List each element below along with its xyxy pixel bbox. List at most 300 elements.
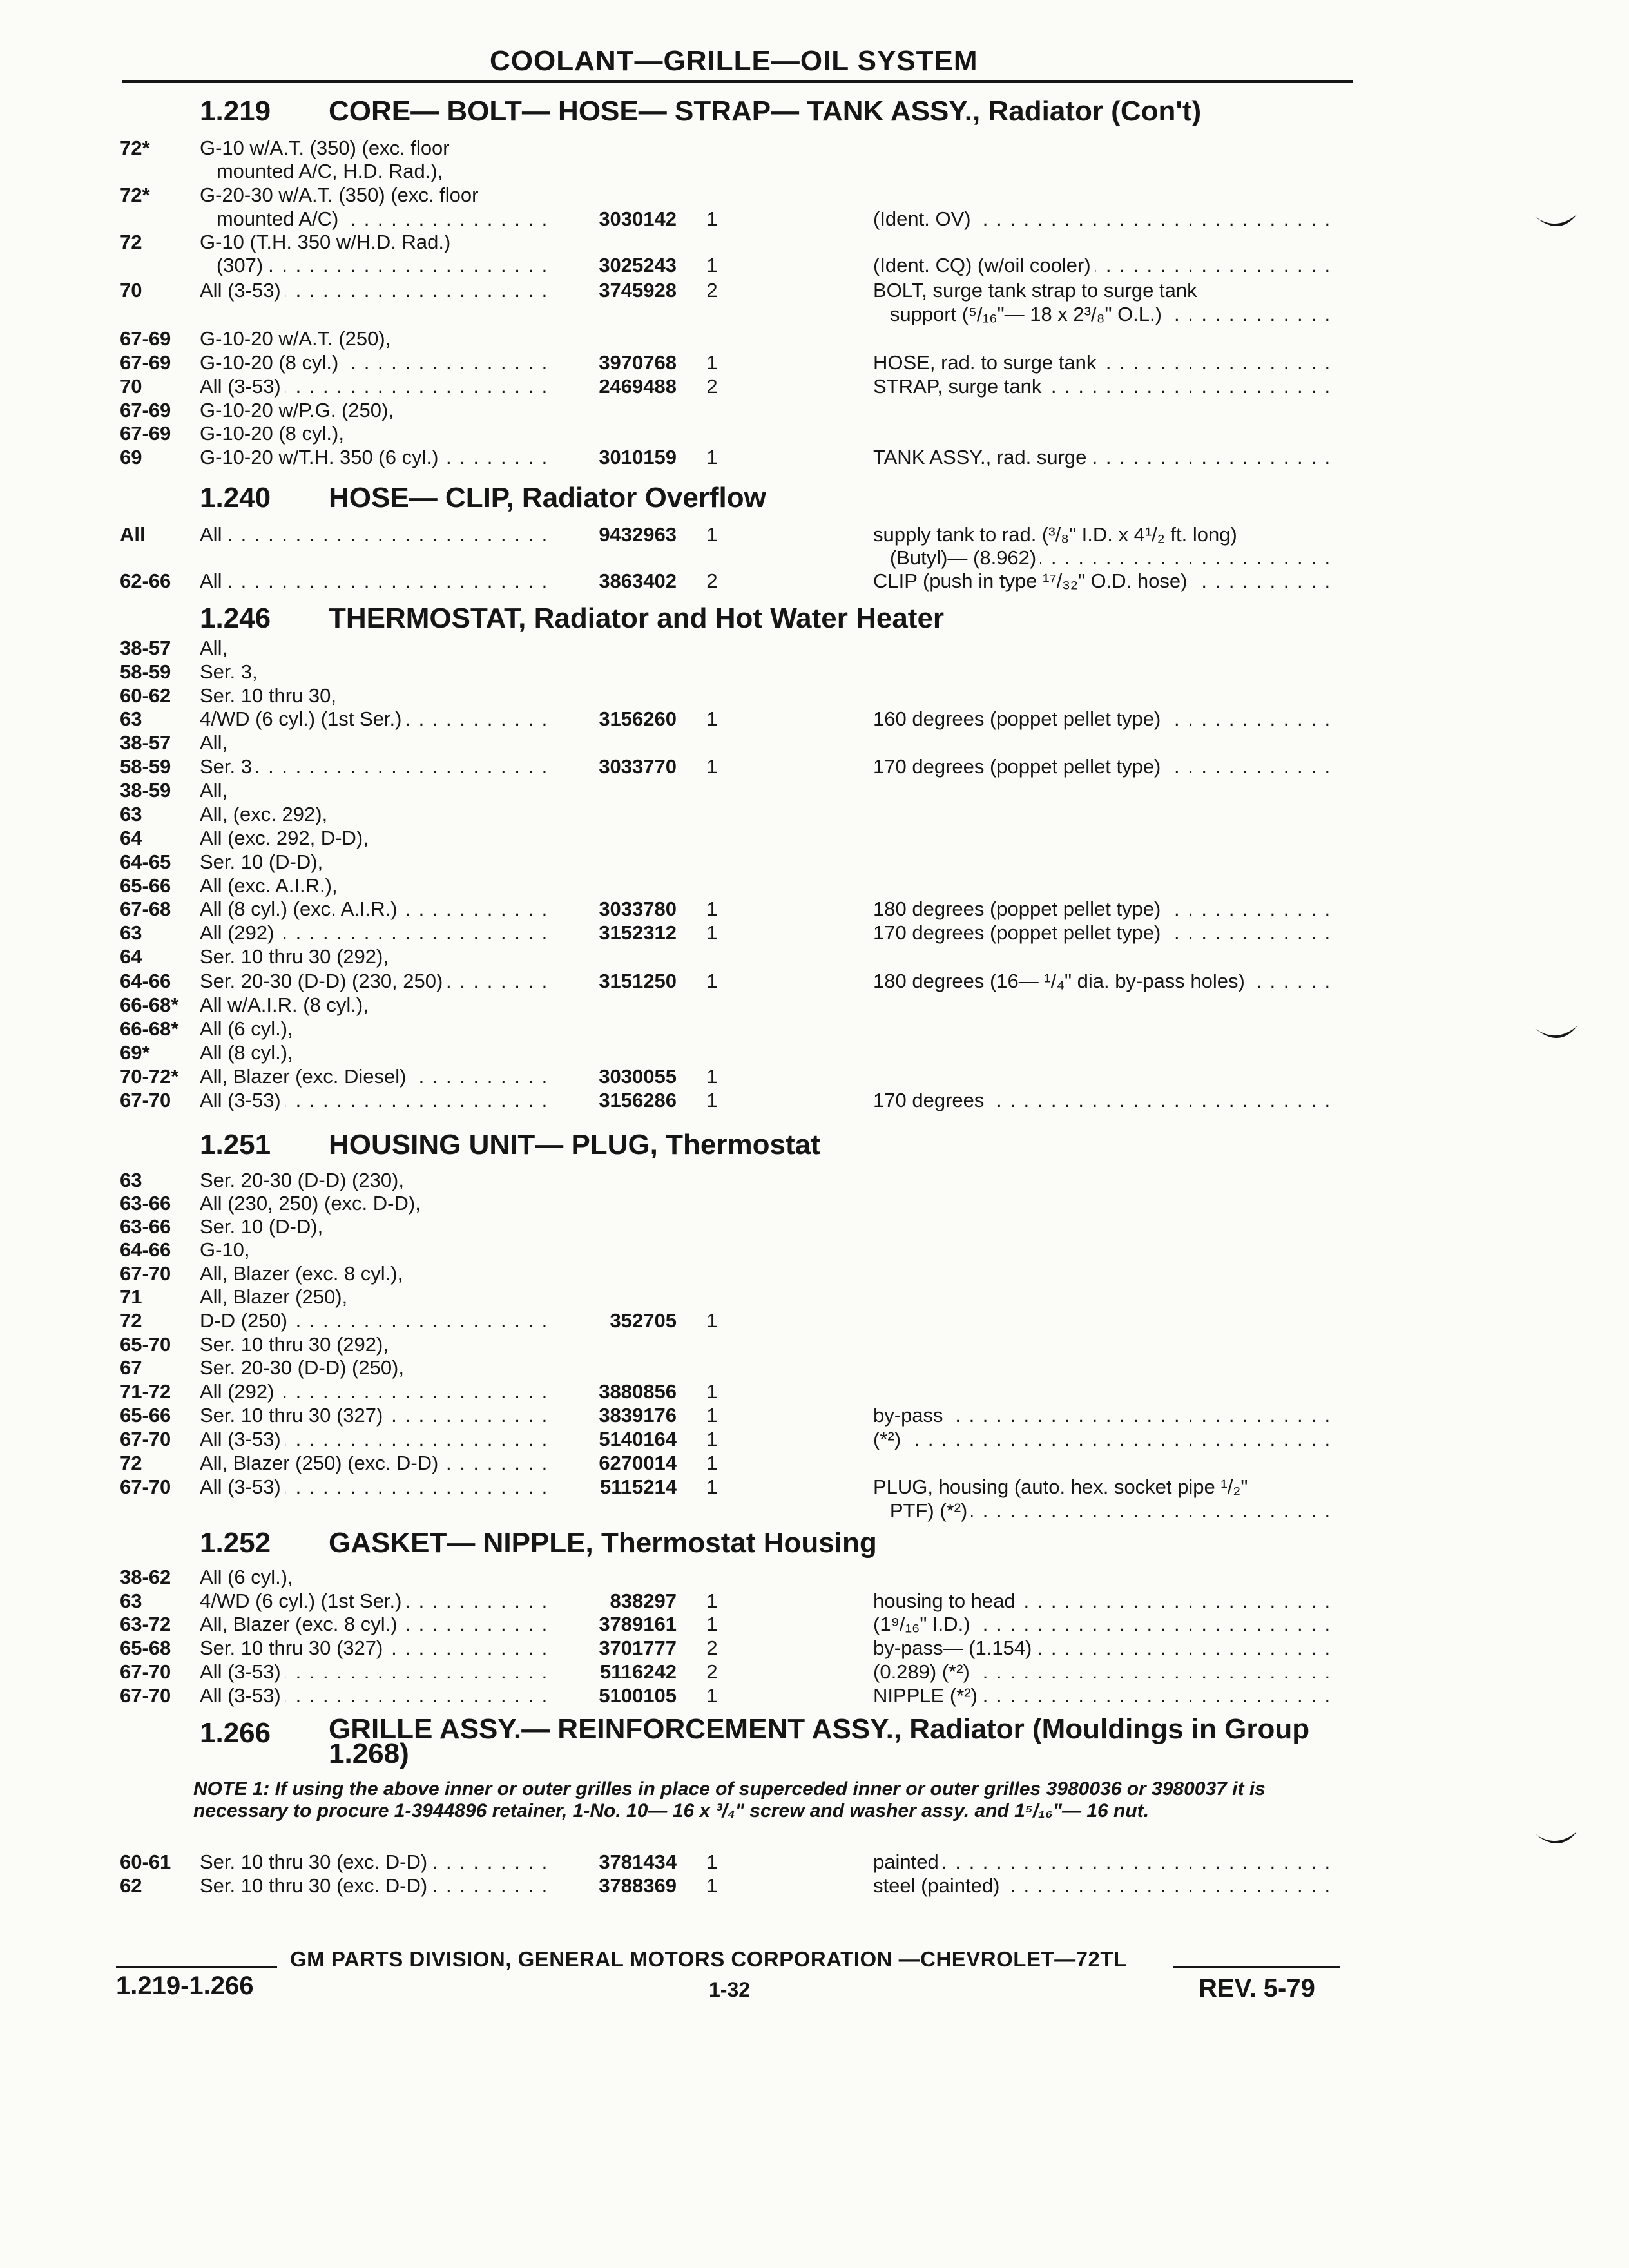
model-year: 38-59 <box>120 779 171 802</box>
section-heading <box>0 95 1629 134</box>
application-text: Ser. 20-30 (D-D) (230, 250) <box>200 970 447 992</box>
model-year: 67-68 <box>120 898 171 920</box>
application-text <box>200 1499 204 1522</box>
description-text: 170 degrees (poppet pellet type) <box>873 921 1164 944</box>
application-text: All (6 cyl.), <box>200 1566 297 1588</box>
description-text: painted <box>873 1850 943 1873</box>
part-number: 352705 <box>610 1309 677 1332</box>
description <box>873 827 1337 850</box>
description-text: support (⁵/₁₆"— 18 x 2³/₈" O.L.) <box>873 303 1166 325</box>
model-year: 71-72 <box>120 1380 171 1403</box>
description-text <box>873 803 877 825</box>
application <box>200 731 548 754</box>
table-row <box>0 1380 1629 1403</box>
model-year: 60-61 <box>120 1850 171 1873</box>
application <box>200 898 548 921</box>
table-row <box>0 945 1629 968</box>
description <box>873 1309 1337 1332</box>
quantity: 1 <box>706 755 718 778</box>
model-year: 72 <box>120 1309 142 1332</box>
description-text <box>873 684 877 707</box>
application <box>200 1874 548 1898</box>
section-title: HOSE— CLIP, Radiator Overflow <box>329 482 766 514</box>
application <box>200 1017 548 1041</box>
description <box>873 945 1337 968</box>
application <box>200 945 548 968</box>
description-text: (Butyl)— (8.962) <box>873 546 1040 569</box>
section-heading <box>0 602 1629 641</box>
quantity: 1 <box>706 1089 718 1111</box>
application <box>200 921 548 945</box>
application-text: All (292) <box>200 1380 278 1403</box>
application <box>200 303 548 326</box>
application-text: Ser. 10 thru 30 (292), <box>200 1333 392 1356</box>
application-text: All (3-53) <box>200 1089 285 1111</box>
section-heading <box>0 1713 1629 1769</box>
application <box>200 1660 548 1684</box>
quantity: 1 <box>706 523 718 546</box>
table-row <box>0 1684 1629 1707</box>
model-year: 63-72 <box>120 1613 171 1635</box>
application-text: All, Blazer (exc. 8 cyl.), <box>200 1262 407 1285</box>
section-title: GRILLE ASSY.— REINFORCEMENT ASSY., Radiator (Mouldings in Group 1.268) <box>329 1713 1310 1769</box>
application <box>200 827 548 850</box>
description-text <box>873 1333 877 1356</box>
application-text: Ser. 10 thru 30, <box>200 684 340 707</box>
quantity: 1 <box>706 1874 718 1897</box>
model-year: All <box>120 523 146 546</box>
quantity: 2 <box>706 375 718 398</box>
application <box>200 755 548 778</box>
application <box>200 160 548 183</box>
model-year: 58-59 <box>120 660 171 683</box>
application-text: G-10-20 w/T.H. 350 (6 cyl.) <box>200 446 442 468</box>
application-text: All (3-53) <box>200 375 285 398</box>
quantity: 2 <box>706 279 718 302</box>
description-text: (1⁹/₁₆" I.D.) <box>873 1613 974 1635</box>
table-row <box>0 1475 1629 1499</box>
table-row <box>0 803 1629 826</box>
application <box>200 850 548 874</box>
description-text: 170 degrees <box>873 1089 988 1111</box>
model-year: 63 <box>120 1590 142 1612</box>
description-text: by-pass— (1.154) <box>873 1637 1036 1659</box>
quantity: 1 <box>706 254 718 276</box>
application-text: All, Blazer (250) (exc. D-D) <box>200 1452 442 1474</box>
quantity: 1 <box>706 1613 718 1635</box>
application-text: Ser. 10 thru 30 (327) <box>200 1637 387 1659</box>
part-number: 3839176 <box>599 1404 677 1427</box>
application-text <box>200 303 204 325</box>
table-row <box>0 1428 1629 1451</box>
application <box>200 1215 548 1238</box>
application <box>200 1356 548 1379</box>
application-text: All, <box>200 731 231 754</box>
description <box>873 399 1337 422</box>
table-row <box>0 660 1629 684</box>
part-number: 3033770 <box>599 755 677 778</box>
application <box>200 1404 548 1427</box>
table-row <box>0 1262 1629 1285</box>
description <box>873 779 1337 802</box>
description-text <box>873 994 877 1016</box>
model-year: 67-69 <box>120 399 171 421</box>
quantity: 2 <box>706 1637 718 1659</box>
table-row <box>0 779 1629 802</box>
part-number: 3151250 <box>599 970 677 992</box>
application-text: G-10-20 w/P.G. (250), <box>200 399 398 421</box>
application <box>200 523 548 546</box>
application-text: G-10-20 w/A.T. (250), <box>200 327 394 350</box>
description <box>873 1566 1337 1589</box>
description <box>873 1499 1337 1523</box>
description <box>873 351 1337 374</box>
application-text: All (3-53) <box>200 279 285 302</box>
description-text <box>873 637 877 659</box>
description <box>873 137 1337 160</box>
description-text <box>873 231 877 253</box>
application <box>200 207 548 231</box>
description <box>873 637 1337 660</box>
application-text: Ser. 10 (D-D), <box>200 850 327 873</box>
description <box>873 1452 1337 1475</box>
application-text: All, Blazer (exc. Diesel) <box>200 1065 410 1088</box>
model-year: 63 <box>120 1169 142 1191</box>
application-text: All (3-53) <box>200 1475 285 1498</box>
table-row <box>0 1309 1629 1332</box>
application <box>200 1089 548 1112</box>
section-number: 1.219 <box>200 95 271 127</box>
application-text: All, Blazer (250), <box>200 1285 351 1308</box>
description-text: housing to head <box>873 1590 1019 1612</box>
application-text: Ser. 3, <box>200 660 262 683</box>
model-year: 70 <box>120 375 142 398</box>
application <box>200 1380 548 1403</box>
description-text: TANK ASSY., rad. surge <box>873 446 1090 468</box>
table-row <box>0 1192 1629 1215</box>
section-title: HOUSING UNIT— PLUG, Thermostat <box>329 1129 820 1160</box>
section-title: GASKET— NIPPLE, Thermostat Housing <box>329 1527 877 1559</box>
application <box>200 994 548 1017</box>
description <box>873 327 1337 351</box>
application-text: G-10, <box>200 1238 254 1261</box>
model-year: 72 <box>120 231 142 253</box>
table-row <box>0 1660 1629 1684</box>
part-number: 6270014 <box>599 1452 677 1474</box>
description-text <box>873 184 877 206</box>
model-year: 67-69 <box>120 422 171 445</box>
application <box>200 1590 548 1613</box>
application <box>200 231 548 254</box>
application <box>200 279 548 302</box>
application-text: G-10-20 (8 cyl.), <box>200 422 348 445</box>
description-text: by-pass <box>873 1404 947 1427</box>
section-heading <box>0 482 1629 521</box>
description <box>873 1684 1337 1707</box>
table-row <box>0 1065 1629 1088</box>
quantity: 1 <box>706 1475 718 1498</box>
description <box>873 1089 1337 1112</box>
part-number: 3010159 <box>599 446 677 468</box>
description-text <box>873 660 877 683</box>
application <box>200 254 548 277</box>
application-text: G-10 (T.H. 350 w/H.D. Rad.) <box>200 231 454 253</box>
application-text: All (292) <box>200 921 278 944</box>
footer-publisher: GM PARTS DIVISION, GENERAL MOTORS CORPORATION —CHEVROLET—72TL <box>290 1947 1127 1971</box>
model-year: 71 <box>120 1285 142 1308</box>
description <box>873 660 1337 684</box>
application <box>200 707 548 731</box>
description-text <box>873 422 877 445</box>
description-text: 160 degrees (poppet pellet type) <box>873 707 1164 730</box>
application-text: Ser. 10 thru 30 (exc. D-D) <box>200 1874 431 1897</box>
table-row <box>0 1613 1629 1636</box>
model-year: 72* <box>120 184 150 206</box>
table-row <box>0 523 1629 546</box>
application <box>200 1428 548 1451</box>
model-year: 58-59 <box>120 755 171 778</box>
description <box>873 375 1337 398</box>
description <box>873 1613 1337 1636</box>
description-text <box>873 1192 877 1215</box>
model-year: 67-70 <box>120 1660 171 1683</box>
application <box>200 399 548 422</box>
table-row <box>0 850 1629 874</box>
model-year: 67-70 <box>120 1089 171 1111</box>
model-year: 60-62 <box>120 684 171 707</box>
quantity: 1 <box>706 446 718 468</box>
application <box>200 1499 548 1523</box>
description <box>873 1660 1337 1684</box>
application <box>200 184 548 207</box>
application-text: Ser. 10 thru 30 (327) <box>200 1404 387 1427</box>
application-text: G-10-20 (8 cyl.) <box>200 351 342 374</box>
table-row <box>0 570 1629 593</box>
quantity: 1 <box>706 1380 718 1403</box>
application-text <box>200 546 204 569</box>
description <box>873 570 1337 593</box>
description <box>873 303 1337 326</box>
application <box>200 1452 548 1475</box>
model-year: 65-66 <box>120 1404 171 1427</box>
application-text: All, Blazer (exc. 8 cyl.) <box>200 1613 401 1635</box>
description <box>873 1475 1337 1499</box>
application <box>200 637 548 660</box>
model-year: 38-62 <box>120 1566 171 1588</box>
part-number: 3863402 <box>599 570 677 592</box>
description <box>873 1874 1337 1898</box>
application <box>200 1613 548 1636</box>
application-text: All <box>200 523 226 546</box>
description-text: PLUG, housing (auto. hex. socket pipe ¹/₂" <box>873 1475 1251 1498</box>
application-text: All w/A.I.R. (8 cyl.), <box>200 994 372 1016</box>
description <box>873 755 1337 778</box>
description <box>873 1215 1337 1238</box>
description-text <box>873 1309 877 1332</box>
description-text: BOLT, surge tank strap to surge tank <box>873 279 1201 302</box>
header-rule <box>122 80 1353 83</box>
description <box>873 684 1337 707</box>
section-number: 1.246 <box>200 602 271 634</box>
table-row <box>0 921 1629 945</box>
description-text <box>873 1215 877 1238</box>
table-row <box>0 684 1629 707</box>
part-number: 3156286 <box>599 1089 677 1111</box>
application-text: Ser. 10 thru 30 (exc. D-D) <box>200 1850 431 1873</box>
section-title: THERMOSTAT, Radiator and Hot Water Heater <box>329 602 945 634</box>
application-text: Ser. 20-30 (D-D) (250), <box>200 1356 408 1379</box>
quantity: 1 <box>706 1065 718 1088</box>
table-row <box>0 231 1629 254</box>
table-row <box>0 755 1629 778</box>
application-text: All, <box>200 637 231 659</box>
table-row <box>0 874 1629 898</box>
description <box>873 254 1337 277</box>
description-text <box>873 945 877 968</box>
application <box>200 570 548 593</box>
application-text: G-20-30 w/A.T. (350) (exc. floor <box>200 184 482 206</box>
description <box>873 803 1337 826</box>
binder-hole-mark <box>1534 1024 1579 1050</box>
application-text: mounted A/C, H.D. Rad.), <box>200 160 447 182</box>
description-text <box>873 1169 877 1191</box>
application-text: All <box>200 570 226 592</box>
table-row <box>0 1169 1629 1192</box>
description-text <box>873 137 877 159</box>
model-year: 38-57 <box>120 731 171 754</box>
description <box>873 546 1337 570</box>
quantity: 1 <box>706 1590 718 1612</box>
application-text: D-D (250) <box>200 1309 291 1332</box>
description <box>873 1285 1337 1309</box>
description <box>873 1041 1337 1064</box>
application-text: Ser. 10 thru 30 (292), <box>200 945 392 968</box>
description <box>873 422 1337 445</box>
section-number: 1.240 <box>200 482 271 514</box>
application <box>200 375 548 398</box>
description-text <box>873 779 877 802</box>
model-year: 66-68* <box>120 994 179 1016</box>
description <box>873 850 1337 874</box>
table-row <box>0 994 1629 1017</box>
model-year: 62-66 <box>120 570 171 592</box>
model-year: 67-70 <box>120 1475 171 1498</box>
application <box>200 1169 548 1192</box>
table-row <box>0 254 1629 277</box>
application <box>200 1309 548 1332</box>
application <box>200 546 548 570</box>
quantity: 1 <box>706 1309 718 1332</box>
description <box>873 1404 1337 1427</box>
table-row <box>0 1215 1629 1238</box>
table-row <box>0 1566 1629 1589</box>
description-text: 180 degrees (poppet pellet type) <box>873 898 1164 920</box>
section-title: CORE— BOLT— HOSE— STRAP— TANK ASSY., Radiator (Con't) <box>329 95 1202 127</box>
application <box>200 1262 548 1285</box>
description-text <box>873 874 877 897</box>
description <box>873 1637 1337 1660</box>
description <box>873 279 1337 302</box>
model-year: 63-66 <box>120 1215 171 1238</box>
model-year: 72* <box>120 137 150 159</box>
page-title: COOLANT—GRILLE—OIL SYSTEM <box>490 45 978 77</box>
description <box>873 1262 1337 1285</box>
description-text <box>873 1452 877 1474</box>
quantity: 1 <box>706 351 718 374</box>
table-row <box>0 970 1629 993</box>
description-text: supply tank to rad. (³/₈" I.D. x 4¹/₂ ft. long) <box>873 523 1241 546</box>
description-text <box>873 731 877 754</box>
model-year: 63 <box>120 921 142 944</box>
part-number: 3970768 <box>599 351 677 374</box>
table-row <box>0 351 1629 374</box>
application <box>200 1684 548 1707</box>
part-number: 3030055 <box>599 1065 677 1088</box>
table-row <box>0 160 1629 183</box>
quantity: 1 <box>706 1428 718 1450</box>
part-number: 5140164 <box>599 1428 677 1450</box>
application <box>200 351 548 374</box>
description-text: 170 degrees (poppet pellet type) <box>873 755 1164 778</box>
application-text: All, <box>200 779 231 802</box>
application-text: All (8 cyl.) (exc. A.I.R.) <box>200 898 401 920</box>
description <box>873 1590 1337 1613</box>
description <box>873 1017 1337 1041</box>
model-year: 63 <box>120 803 142 825</box>
application-text: All (3-53) <box>200 1428 285 1450</box>
application-text: 4/WD (6 cyl.) (1st Ser.) <box>200 1590 405 1612</box>
model-year: 69* <box>120 1041 150 1064</box>
table-row <box>0 1452 1629 1475</box>
table-row <box>0 1356 1629 1379</box>
part-number: 3788369 <box>599 1874 677 1897</box>
model-year: 62 <box>120 1874 142 1897</box>
application-text: All (230, 250) (exc. D-D), <box>200 1192 425 1215</box>
application <box>200 422 548 445</box>
description-text: PTF) (*²) <box>873 1499 971 1522</box>
description <box>873 874 1337 898</box>
description <box>873 970 1337 993</box>
description-text: HOSE, rad. to surge tank <box>873 351 1100 374</box>
model-year: 67 <box>120 1356 142 1379</box>
model-year: 66-68* <box>120 1017 179 1040</box>
table-row <box>0 375 1629 398</box>
application-text: All (8 cyl.), <box>200 1041 297 1064</box>
application <box>200 803 548 826</box>
table-row <box>0 707 1629 731</box>
application <box>200 327 548 351</box>
description <box>873 707 1337 731</box>
application-text: Ser. 3 <box>200 755 256 778</box>
table-row <box>0 637 1629 660</box>
application-text: mounted A/C) <box>200 207 342 230</box>
model-year: 67-70 <box>120 1428 171 1450</box>
description-text <box>873 399 877 421</box>
part-number: 3789161 <box>599 1613 677 1635</box>
part-number: 3033780 <box>599 898 677 920</box>
quantity: 1 <box>706 898 718 920</box>
section-number: 1.252 <box>200 1527 271 1559</box>
part-number: 3156260 <box>599 707 677 730</box>
part-number: 5100105 <box>599 1684 677 1707</box>
description-text: (Ident. CQ) (w/oil cooler) <box>873 254 1095 276</box>
description <box>873 446 1337 469</box>
part-number: 3781434 <box>599 1850 677 1873</box>
model-year: 65-70 <box>120 1333 171 1356</box>
application <box>200 1566 548 1589</box>
table-row <box>0 303 1629 326</box>
description <box>873 898 1337 921</box>
